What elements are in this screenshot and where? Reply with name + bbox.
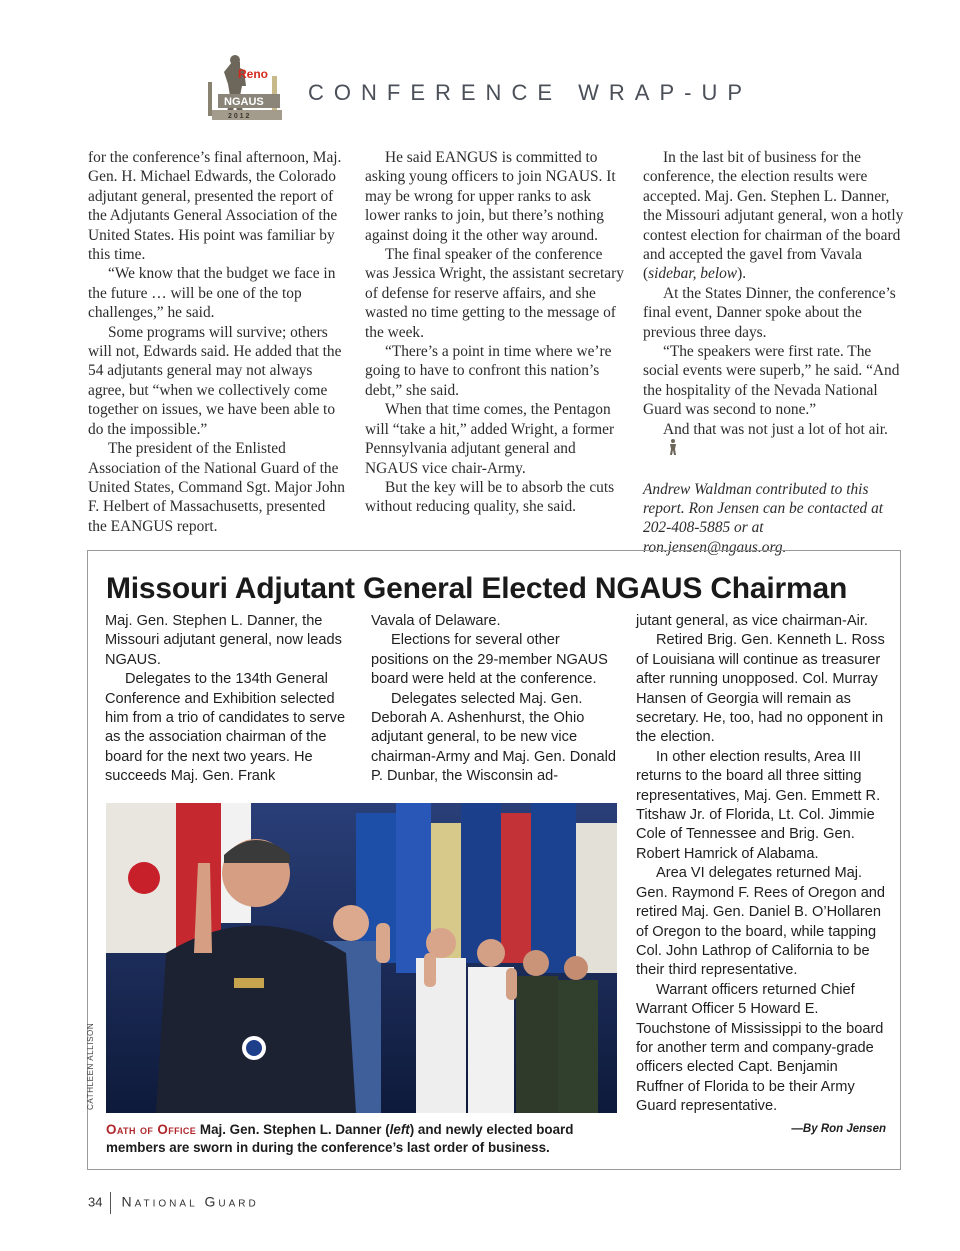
article-paragraph: “We know that the budget we face in the future … will be one of the top challenges,” he said. <box>88 265 336 322</box>
section-title: CONFERENCE WRAP-UP <box>308 80 753 105</box>
article-paragraph: The president of the Enlisted Association of the National Guard of the United States, Command Sgt. Major John F. Helbert of Massachusetts, presented the EANGUS report. <box>88 440 345 535</box>
article-column-1 <box>88 148 346 536</box>
article-paragraph: At the States Dinner, the conference’s final event, Danner spoke about the previous three days. <box>643 284 896 341</box>
article-paragraph: “There’s a point in time where we’re going to have to confront this nation’s debt,” she said. <box>365 343 612 399</box>
logo-ngaus-text: NGAUS <box>224 96 264 108</box>
caption-text: Maj. Gen. Stephen L. Danner ( <box>196 1122 390 1137</box>
footer-divider <box>110 1192 111 1214</box>
publication-name: National Guard <box>121 1193 259 1210</box>
sidebar-paragraph: Area VI delegates returned Maj. Gen. Raymond F. Rees of Oregon and retired Maj. Gen. Daniel B. O’Hollaren of Oregon to the board, while tapping Col. John Lathrop of California to be their third representative. <box>636 865 886 979</box>
photo-caption <box>106 1121 626 1157</box>
article-text: And that was not just a lot of hot air. <box>663 420 888 438</box>
logo-year-text: 2 0 1 2 <box>228 113 250 120</box>
caption-text: ) and newly elected board members are sworn in during the conference’s last order of business. <box>106 1122 574 1155</box>
caption-label: Oath of Office <box>106 1122 197 1137</box>
article-paragraph: The final speaker of the conference was Jessica Wright, the assistant secretary of defense for reserve affairs, and she wasted no time getting to the message of the week. <box>365 246 624 341</box>
article-paragraph: But the key will be to absorb the cuts without reducing quality, she said. <box>365 478 615 516</box>
article-column-3 <box>643 148 905 557</box>
end-mark-soldier-icon <box>649 439 677 460</box>
sidebar-column-3 <box>636 612 886 1139</box>
article-paragraph: He said EANGUS is committed to asking young officers to join NGAUS. It may be wrong for upper ranks to ask lower ranks to join, but there’s nothing against doing it the other way around. <box>365 149 616 244</box>
sidebar-column-2 <box>371 612 621 787</box>
ngaus-reno-2012-logo <box>188 52 290 126</box>
logo-reno-text: Reno <box>238 67 268 81</box>
sidebar-paragraph: Maj. Gen. Stephen L. Danner, the Missouri adjutant general, now leads NGAUS. <box>105 613 342 668</box>
byline: —By Ron Jensen <box>791 1122 886 1135</box>
sidebar-title: Missouri Adjutant General Elected NGAUS Chairman <box>106 572 848 605</box>
sidebar-paragraph: In other election results, Area III returns to the board all three sitting representatives, Maj. Gen. Emmett R. Titshaw Jr. of Florida, Lt. Col. Jimmie Cole of Tennessee and Brig. Gen. Robert Hamrick of Alabama. <box>636 748 881 862</box>
sidebar-paragraph: Retired Brig. Gen. Kenneth L. Ross of Louisiana will continue as treasurer after running unopposed. Col. Murray Hansen of Georgia will remain as secretary. He, too, had no opponent in the election. <box>636 632 885 746</box>
page-footer <box>88 1192 259 1214</box>
page-number: 34 <box>88 1194 103 1210</box>
caption-emphasis: left <box>389 1122 410 1137</box>
article-paragraph: “The speakers were first rate. The social events were superb,” he said. “And the hospitality of the Nevada National Guard was second to none.” <box>643 343 900 419</box>
sidebar-paragraph: Vavala of Delaware. <box>371 613 501 629</box>
sidebar-paragraph: Delegates to the 134th General Conference and Exhibition selected him from a trio of candidates to serve as the association chairman of the board for the next two years. He succeeds Maj. Gen. Frank <box>105 671 346 785</box>
article-text: ). <box>737 265 747 283</box>
article-text: In the last bit of business for the conference, the election results were accepted. Maj. Gen. Stephen L. Danner, the Missouri adjutant general, won a hotly contest election for chairman of the board and accepted the gavel from Vavala ( <box>643 149 904 283</box>
sidebar-column-1 <box>105 612 357 787</box>
article-paragraph: for the conference’s final afternoon, Maj. Gen. H. Michael Edwards, the Colorado adjutant general, presented the report of the Adjutants General Association of the United States. His point was familiar by this time. <box>88 149 342 264</box>
article-paragraph: When that time comes, the Pentagon will “take a hit,” added Wright, a former Pennsylvania adjutant general and NGAUS vice chair-Army. <box>365 401 615 477</box>
article-paragraph <box>643 148 905 284</box>
sidebar-paragraph: Elections for several other positions on the 29-member NGAUS board were held at the conference. <box>371 632 608 688</box>
photo-credit: CATHLEEN ALLISON <box>86 1022 95 1110</box>
sidebar-paragraph: Delegates selected Maj. Gen. Deborah A. Ashenhurst, the Ohio adjutant general, to be new vice chairman-Army and Maj. Gen. Donald P. Dunbar, the Wisconsin ad- <box>371 690 616 785</box>
article-paragraph <box>643 420 905 461</box>
sidebar-reference: sidebar, below <box>648 265 738 283</box>
sidebar-paragraph: Warrant officers returned Chief Warrant Officer 5 Howard E. Touchstone of Mississippi to the board for another term and company-grade officers elected Capt. Benjamin Ruffner of Florida to be their Army Guard representative. <box>636 981 884 1115</box>
article-column-2 <box>365 148 627 517</box>
contributor-note: Andrew Waldman contributed to this report. Ron Jensen can be contacted at 202-408-5885 or at ron.jensen@ngaus.org. <box>643 480 884 556</box>
article-paragraph: Some programs will survive; others will not, Edwards said. He added that the 54 adjutants general may not always agree, but “when we collectively come together on issues, we have been able to do the impossible.” <box>88 323 342 438</box>
oath-of-office-photo <box>106 803 617 1113</box>
sidebar-paragraph: jutant general, as vice chairman-Air. <box>636 613 868 629</box>
